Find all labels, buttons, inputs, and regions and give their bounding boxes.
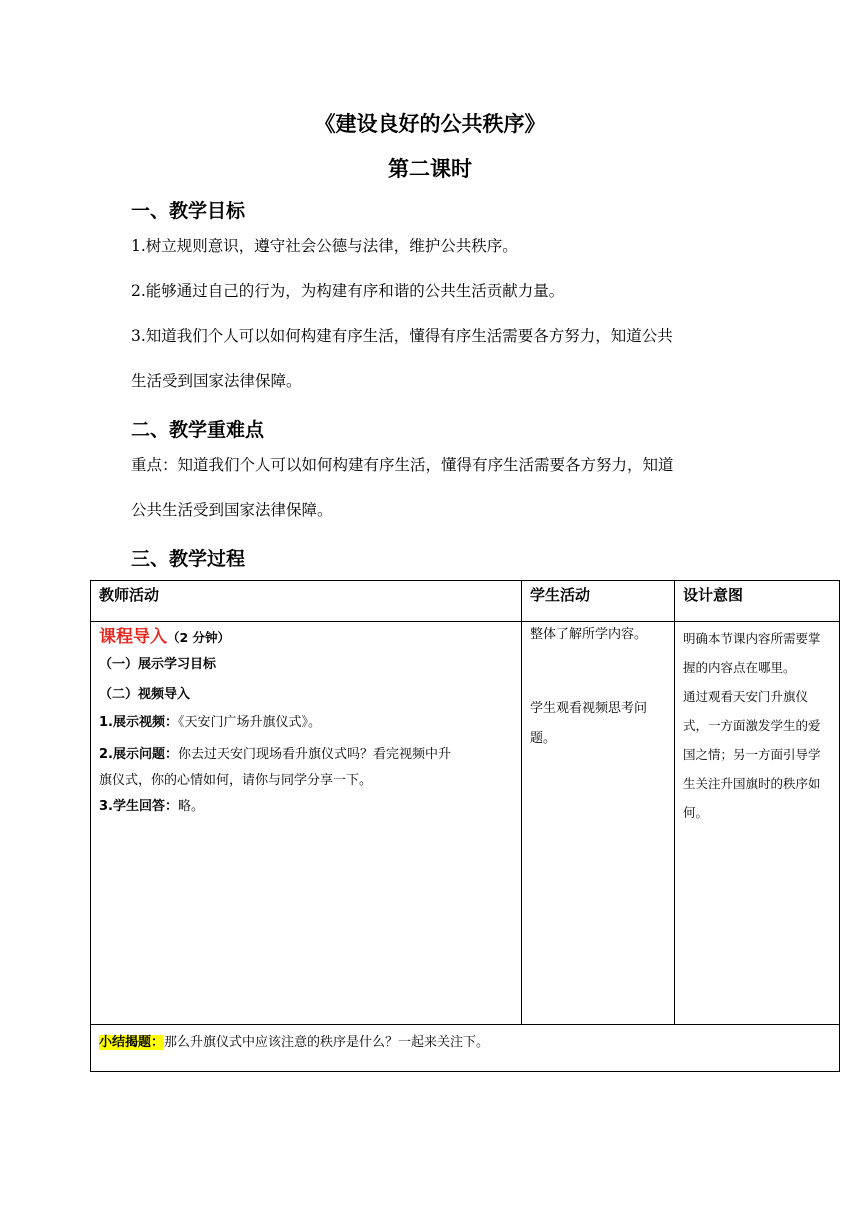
- document-subtitle: 第二课时: [388, 157, 472, 181]
- student-line-2: 学生观看视频思考问: [530, 701, 648, 716]
- intro-time: （2 分钟）: [167, 630, 231, 645]
- item-2-text-b: 旗仪式，你的心情如何，请你与同学分享一下。: [99, 773, 373, 788]
- section-heading-key-points: 二、教学重难点: [131, 419, 265, 441]
- table-header-row: [91, 581, 840, 622]
- teaching-process-table: [90, 580, 840, 1072]
- objective-line-3: 3.知道我们个人可以如何构建有序生活，懂得有序生活需要各方努力，知道公共: [131, 327, 673, 345]
- item-2-label: 2.展示问题：: [99, 747, 178, 762]
- header-student-activity: 学生活动: [522, 581, 675, 622]
- item-3-text: 略。: [177, 799, 204, 814]
- key-point-line-1: 重点：知道我们个人可以如何构建有序生活，懂得有序生活需要各方努力，知道: [131, 456, 674, 474]
- sub-heading-video: （二）视频导入: [99, 687, 191, 702]
- header-teacher-activity: 教师活动: [91, 581, 522, 622]
- section-heading-process: 三、教学过程: [131, 548, 246, 570]
- intent-paragraph-1: 明确本节课内容所需要掌握的内容点在哪里。: [683, 631, 821, 675]
- item-2-text-a: 你去过天安门现场看升旗仪式吗？看完视频中升: [177, 747, 451, 762]
- intent-paragraph-2: 通过观看天安门升旗仪式，一方面激发学生的爱国之情；另一方面引导学生关注升国旗时的秩序如何。: [683, 689, 821, 820]
- student-line-3: 题。: [530, 731, 557, 746]
- objective-line-1: 1.树立规则意识，遵守社会公德与法律，维护公共秩序。: [131, 237, 518, 255]
- item-1-label: 1.展示视频：: [99, 715, 178, 730]
- sub-heading-objectives: （一）展示学习目标: [99, 657, 217, 672]
- item-3-label: 3.学生回答：: [99, 799, 178, 814]
- intro-title: 课程导入: [99, 627, 167, 647]
- summary-row: [91, 1025, 840, 1072]
- student-line-1: 整体了解所学内容。: [530, 627, 648, 642]
- student-activity-cell: [522, 622, 675, 1025]
- table-row: [91, 622, 840, 1025]
- design-intent-cell: [675, 622, 840, 1025]
- section-heading-objectives: 一、教学目标: [131, 200, 246, 222]
- item-1-text: 《天安门广场升旗仪式》。: [177, 715, 321, 730]
- key-point-line-2: 公共生活受到国家法律保障。: [131, 501, 333, 519]
- objective-line-4: 生活受到国家法律保障。: [131, 372, 302, 390]
- document-title: 《建设良好的公共秩序》: [314, 112, 546, 136]
- teacher-activity-cell: [91, 622, 522, 1025]
- header-design-intent: 设计意图: [675, 581, 840, 622]
- summary-cell: [91, 1025, 840, 1072]
- summary-text: 那么升旗仪式中应该注意的秩序是什么？一起来关注下。: [164, 1035, 490, 1050]
- summary-label: 小结揭题：: [99, 1035, 165, 1050]
- objective-line-2: 2.能够通过自己的行为，为构建有序和谐的公共生活贡献力量。: [131, 282, 565, 300]
